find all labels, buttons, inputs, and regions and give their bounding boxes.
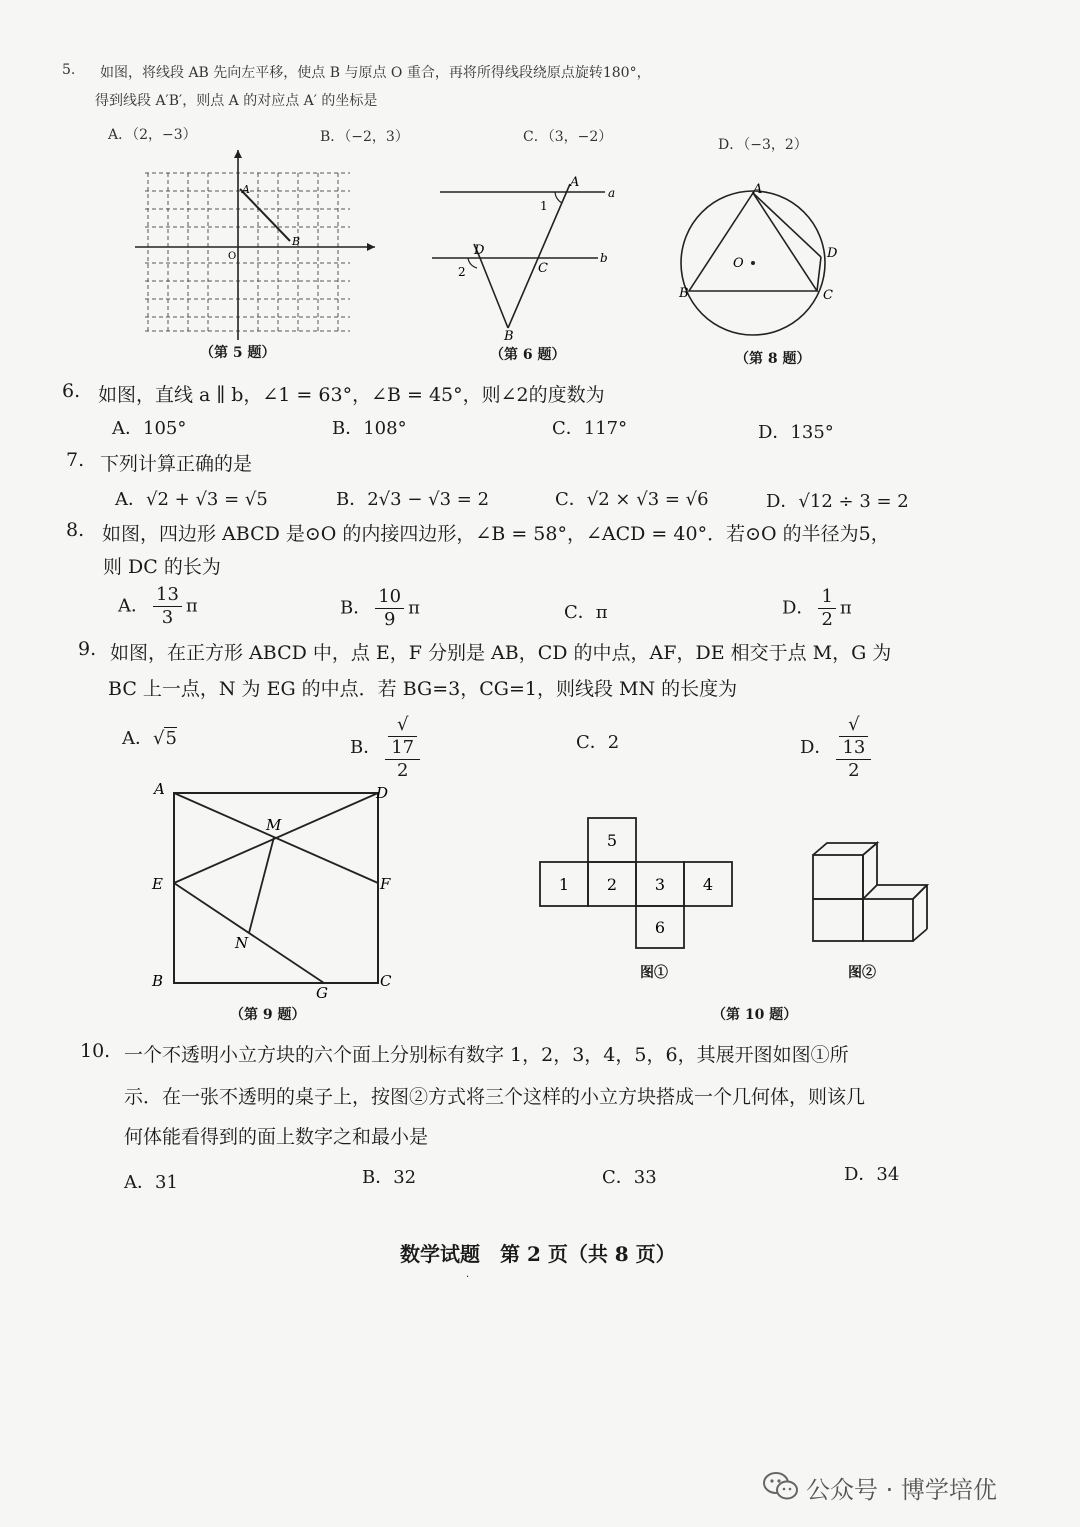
svg-text:A: A <box>753 182 763 197</box>
figure-9-caption: （第 9 题） <box>230 1007 306 1023</box>
q9-option-c <box>576 728 619 754</box>
q8-option-d-letter: D． <box>782 597 815 619</box>
q6-text: 如图，直线 a ∥ b，∠1 = 63°，∠B = 45°，则∠2的度数为 <box>98 384 605 406</box>
figure-10-cube-net <box>540 816 740 951</box>
q9-option-b-letter: B． <box>350 737 382 758</box>
q8-option-b-letter: B． <box>340 597 372 619</box>
q9-option-a-radicand: 5 <box>165 728 177 749</box>
q8-option-c <box>564 598 608 624</box>
figure-8-caption: （第 8 题） <box>735 351 811 367</box>
q6-option-d: D．135° <box>758 422 834 443</box>
q8-option-a-denominator: 3 <box>161 607 174 628</box>
q5-option-d: D．（−3，2） <box>718 137 808 153</box>
svg-text:M: M <box>266 816 282 834</box>
svg-text:G: G <box>316 984 328 1002</box>
figure-10-label-1: 图① <box>640 965 668 981</box>
net-face-number: 4 <box>702 875 714 894</box>
q8-text-line1: 如图，四边形 ABCD 是⊙O 的内接四边形，∠B = 58°，∠ACD = 40°．若⊙O 的半径为5， <box>102 523 890 545</box>
q7-number: 7. <box>66 449 85 471</box>
q5-option-a: A．（2，−3） <box>108 127 197 143</box>
q9-text-line1: 如图，在正方形 ABCD 中，点 E，F 分别是 AB，CD 的中点，AF，DE 相交于点 M，G 为 <box>110 642 892 664</box>
q8-option-b-numerator: 10 <box>375 586 404 609</box>
q9-option-c-value: 2 <box>607 732 620 753</box>
net-face-number: 5 <box>606 831 618 850</box>
svg-text:C: C <box>538 261 548 276</box>
figure-5-caption: （第 5 题） <box>200 345 276 361</box>
figure-6-caption: （第 6 题） <box>490 347 566 363</box>
q10-option-d: D．34 <box>844 1164 900 1185</box>
q10-text-line2: 示．在一张不透明的桌子上，按图②方式将三个这样的小立方块搭成一个几何体，则该几 <box>124 1086 866 1108</box>
svg-text:A: A <box>242 183 250 196</box>
q8-option-a-numerator: 13 <box>153 584 182 607</box>
stray-dot: · <box>466 1272 470 1283</box>
q5-option-c: C．（3，−2） <box>523 129 613 145</box>
q10-text-line3: 何体能看得到的面上数字之和最小是 <box>124 1126 429 1148</box>
svg-text:D: D <box>376 784 389 802</box>
svg-text:N: N <box>235 934 249 952</box>
q10-option-c: C．33 <box>602 1167 657 1188</box>
q9-option-d-letter: D． <box>800 737 833 758</box>
svg-text:O: O <box>733 256 744 271</box>
svg-text:B: B <box>152 972 164 990</box>
q5-number: 5. <box>62 62 76 78</box>
q6-option-b: B．108° <box>332 418 407 439</box>
svg-text:A: A <box>154 780 165 798</box>
net-face-number: 1 <box>558 875 570 894</box>
q8-option-b-pi: π <box>408 597 420 619</box>
q8-text-line2: 则 DC 的长为 <box>103 556 221 578</box>
q8-option-b <box>340 586 420 631</box>
q5-text-line2: 得到线段 A′B′，则点 A 的对应点 A′ 的坐标是 <box>95 93 378 109</box>
page-footer: 数学试题 第 2 页（共 8 页） <box>400 1242 676 1266</box>
q8-number: 8. <box>66 519 85 541</box>
net-face-number: 2 <box>606 875 618 894</box>
q8-option-a <box>118 584 198 629</box>
svg-text:a: a <box>608 186 616 200</box>
q9-option-b-radicand: 17 <box>388 736 417 759</box>
figure-9-square <box>150 780 410 1000</box>
q9-option-c-letter: C． <box>576 732 608 753</box>
q6-option-c: C．117° <box>552 418 628 439</box>
q8-option-d-numerator: 1 <box>818 586 835 609</box>
q9-text-line2: BC 上一点，N 为 EG 的中点．若 BG=3，CG=1，则线段 MN 的长度为 <box>108 678 738 700</box>
q7-text: 下列计算正确的是 <box>100 453 253 475</box>
svg-text:D: D <box>827 246 838 261</box>
svg-text:A: A <box>570 175 580 190</box>
figure-5-grid <box>130 145 380 345</box>
q9-option-d-denominator: 2 <box>848 760 860 781</box>
q9-option-b-denominator: 2 <box>396 760 409 781</box>
q8-option-d-pi: π <box>839 597 852 619</box>
figure-8-circle <box>675 182 855 345</box>
q7-option-d: D．√12 ÷ 3 = 2 <box>766 491 909 512</box>
svg-text:B: B <box>292 235 301 248</box>
q7-option-a: A．√2 + √3 = √5 <box>115 489 268 510</box>
svg-text:1: 1 <box>540 199 548 213</box>
svg-text:O: O <box>228 251 237 262</box>
net-face-number: 6 <box>654 918 666 937</box>
watermark-text: 公众号 · 博学培优 <box>806 1476 997 1504</box>
q9-option-a-letter: A． <box>122 728 153 749</box>
q8-option-c-value: π <box>595 602 608 623</box>
svg-text:B: B <box>679 286 689 301</box>
q10-number: 10. <box>80 1040 111 1062</box>
q5-text-line1: 如图，将线段 AB 先向左平移，使点 B 与原点 O 重合，再将所得线段绕原点旋转180°， <box>100 65 651 81</box>
q9-option-d-radicand: 13 <box>839 736 868 759</box>
svg-text:b: b <box>600 251 608 265</box>
q6-option-a: A．105° <box>112 418 187 439</box>
svg-text:D: D <box>474 243 485 258</box>
q8-option-a-letter: A． <box>118 595 149 617</box>
q10-option-a: A．31 <box>124 1172 178 1193</box>
figure-10-label-2: 图② <box>848 965 876 981</box>
q9-option-d: D． √ 13 2 <box>800 714 875 782</box>
q6-number: 6. <box>62 380 81 402</box>
q7-option-b: B．2√3 − √3 = 2 <box>336 489 490 510</box>
q7-option-c: C．√2 × √3 = √6 <box>555 489 709 510</box>
q9-option-b: B． √ 17 2 <box>350 714 424 782</box>
q8-option-c-letter: C． <box>564 602 596 623</box>
q9-option-a: A．√5 <box>122 728 177 749</box>
q5-option-b: B．（−2，3） <box>320 129 409 145</box>
svg-text:B: B <box>504 329 514 344</box>
svg-text:C: C <box>823 288 833 303</box>
svg-text:2: 2 <box>458 265 466 279</box>
figure-6-parallel-lines <box>430 170 620 344</box>
q10-option-b: B．32 <box>362 1167 417 1188</box>
q8-option-d <box>782 586 852 631</box>
q10-text-line1: 一个不透明小立方块的六个面上分别标有数字 1，2，3，4，5，6，其展开图如图①所 <box>124 1044 849 1066</box>
figure-10-stacked-cubes <box>805 835 935 945</box>
q8-option-d-denominator: 2 <box>821 609 833 630</box>
svg-text:E: E <box>152 875 163 893</box>
q9-number: 9. <box>78 638 97 660</box>
svg-text:F: F <box>380 875 391 893</box>
q8-option-b-denominator: 9 <box>383 609 396 630</box>
q8-option-a-pi: π <box>185 595 198 617</box>
figure-10-caption: （第 10 题） <box>712 1007 798 1023</box>
svg-text:C: C <box>380 972 392 990</box>
net-face-number: 3 <box>654 875 666 894</box>
